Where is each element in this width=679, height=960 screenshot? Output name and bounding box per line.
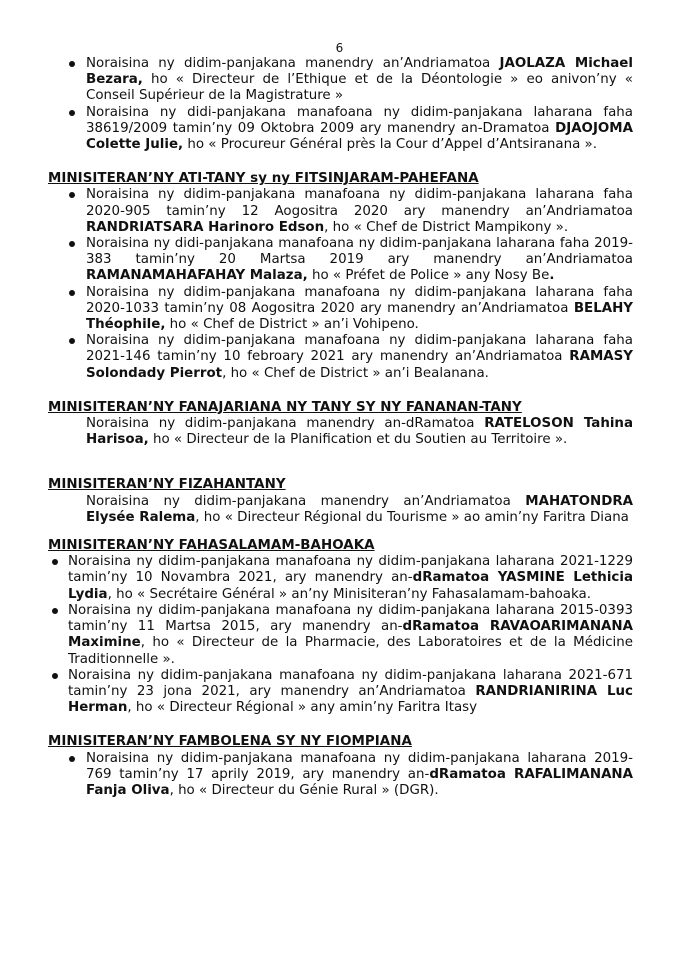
list-item: Noraisina ny didim-panjakana manafoana ny didim-panjakana laharana faha 2020-905 tamin’ny 12 Aogositra 2020 ary manendry an’Andriamatoa RANDRIATSARA Harinoro Edson, ho « Chef de District Mampikony ». [48, 187, 633, 236]
person-name: DJAOJOMA Colette Julie, [86, 120, 633, 153]
section-list [48, 751, 633, 800]
person-name: dRamatoa RAVAOARIMANANA Maximine [68, 619, 633, 651]
person-name: BELAHY Théophile, [86, 300, 633, 333]
list-item: Noraisina ny didim-panjakana manafoana ny didim-panjakana laharana 2015-0393 tamin’ny 11 Martsa 2015, ary manendry an-dRamatoa RAVAOARIMANANA Maximine, ho « Directeur de la Pharmacie, des Laboratoires et de la Médicine Traditionnelle ». [48, 603, 633, 668]
person-name: RATELOSON Tahina Harisoa, [86, 416, 634, 448]
person-name: RAMANAMAHAFAHAY Malaza, [86, 268, 308, 284]
section-paragraph: Noraisina ny didim-panjakana manendry an-dRamatoa RATELOSON Tahina Harisoa, ho « Directeur de la Planification et du Soutien au Territoire ». [86, 416, 634, 448]
person-name: JAOLAZA Michael Bezara, [86, 56, 633, 88]
list-item: Noraisina ny didi-panjakana manafoana ny didim-panjakana laharana faha 38619/2009 tamin’ny 09 Oktobra 2009 ary manendry an-Dramatoa DJAOJOMA Colette Julie, ho « Procureur Général près la Cour d’Appel d’Antsiranana ». [48, 105, 633, 154]
section-list [48, 554, 633, 716]
list-item: Noraisina ny didim-panjakana manendry an’Andriamatoa JAOLAZA Michael Bezara, ho « Directeur de l’Ethique et de la Déontologie » eo anivon’ny « Conseil Supérieur de la Magistrature » [48, 56, 633, 105]
section-heading: MINISITERAN’NY FIZAHANTANY [48, 477, 286, 493]
section-heading: MINISITERAN’NY FAHASALAMAM-BAHOAKA [48, 538, 375, 554]
list-item: Noraisina ny didi-panjakana manafoana ny didim-panjakana laharana faha 2019-383 tamin’ny 20 Martsa 2019 ary manendry an’Andriamatoa RAMANAMAHAFAHAY Malaza, ho « Préfet de Police » any Nosy Be. [48, 236, 633, 285]
person-name: RANDRIATSARA Harinoro Edson [86, 219, 325, 235]
list-item: Noraisina ny didim-panjakana manafoana ny didim-panjakana laharana 2021-671 tamin’ny 23 jona 2021, ary manendry an’Andriamatoa RANDRIANIRINA Luc Herman, ho « Directeur Régional » any amin’ny Faritra Itasy [48, 668, 633, 717]
person-name: dRamatoa YASMINE Lethicia Lydia [68, 570, 633, 602]
section-heading: MINISITERAN’NY FANAJARIANA NY TANY SY NY FANANAN-TANY [48, 399, 522, 415]
person-name: RAMASY Solondady Pierrot [86, 349, 633, 381]
top-list [48, 56, 633, 153]
person-name: dRamatoa RAFALIMANANA Fanja Oliva [86, 766, 633, 798]
section-paragraph: Noraisina ny didim-panjakana manendry an’Andriamatoa MAHATONDRA Elysée Ralema, ho « Directeur Régional du Tourisme » ao amin’ny Faritra Diana [86, 493, 633, 525]
page-number: 6 [335, 41, 344, 55]
list-item: Noraisina ny didim-panjakana manafoana ny didim-panjakana laharana faha 2020-1033 tamin’ny 08 Aogositra 2020 ary manendry an’Andriamatoa BELAHY Théophile, ho « Chef de District » an’i Vohipeno. [48, 285, 633, 334]
person-name: MAHATONDRA Elysée Ralema [86, 493, 633, 525]
section-list [48, 187, 633, 381]
list-item: Noraisina ny didim-panjakana manafoana ny didim-panjakana laharana 2021-1229 tamin’ny 10 Novambra 2021, ary manendry an-dRamatoa YASMINE Lethicia Lydia, ho « Secrétaire Général » an’ny Minisiteran’ny Fahasalamam-bahoaka. [48, 554, 633, 603]
list-item: Noraisina ny didim-panjakana manafoana ny didim-panjakana laharana 2019-769 tamin’ny 17 aprily 2019, ary manendry an-dRamatoa RAFALIMANANA Fanja Oliva, ho « Directeur du Génie Rural » (DGR). [48, 751, 633, 800]
list-item: Noraisina ny didim-panjakana manafoana ny didim-panjakana laharana faha 2021-146 tamin’ny 10 febroary 2021 ary manendry an’Andriamatoa RAMASY Solondady Pierrot, ho « Chef de District » an’i Bealanana. [48, 333, 633, 382]
document-body [48, 56, 633, 799]
section-heading: MINISITERAN’NY ATI-TANY sy ny FITSINJARAM-PAHEFANA [48, 171, 479, 187]
section-heading: MINISITERAN’NY FAMBOLENA SY NY FIOMPIANA [48, 734, 412, 750]
person-name: RANDRIANIRINA Luc Herman [68, 683, 633, 716]
